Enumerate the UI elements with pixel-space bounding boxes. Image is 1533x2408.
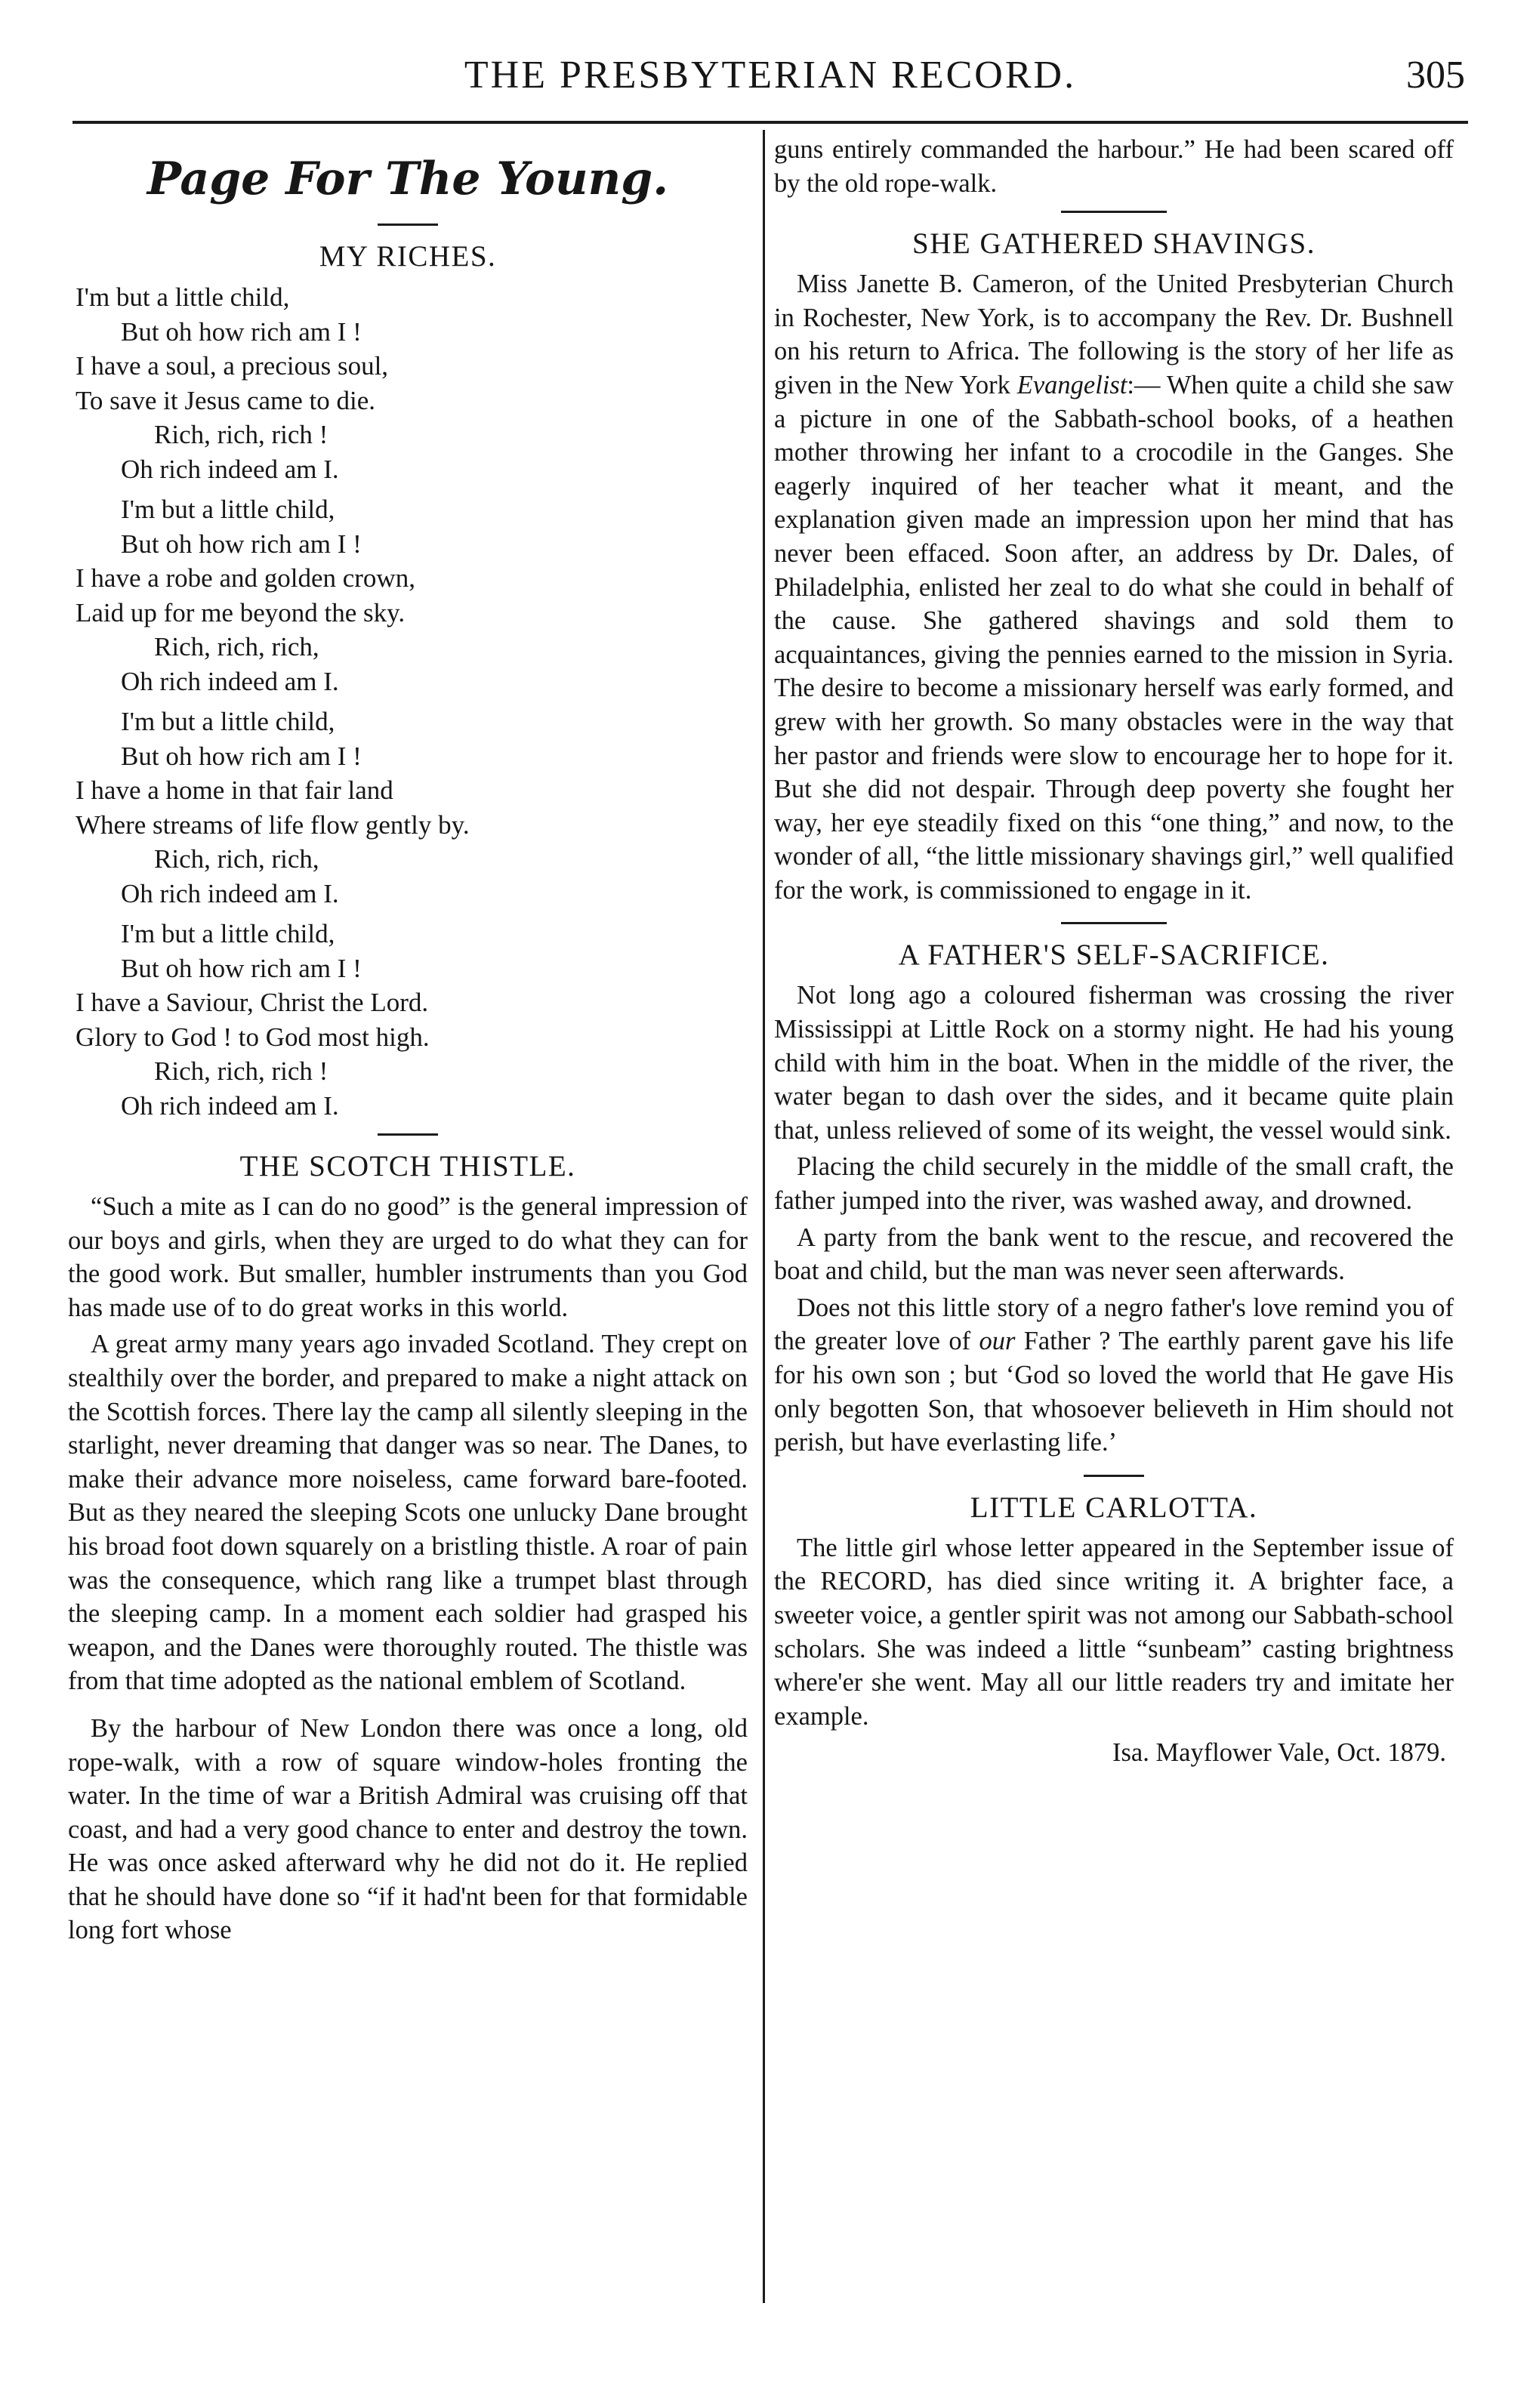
father-paragraph-2: Placing the child securely in the middle of the small craft, the father jumped into the river, was washed away, and drowned. <box>774 1152 1454 1216</box>
column-divider <box>763 130 765 2303</box>
poem-line: Laid up for me beyond the sky. <box>76 597 406 627</box>
section-rule <box>1061 211 1167 213</box>
poem-line: Oh rich indeed am I. <box>121 666 339 696</box>
signoff: Isa. Mayflower Vale, Oct. 1879. <box>1112 1738 1446 1768</box>
shavings-title: SHE GATHERED SHAVINGS. <box>912 227 1316 261</box>
shavings-text-a: Miss Janette B. Cameron, of the United Presbyterian Church in Rochester, New York, is to accompany the Rev. Dr. Bushnell on his return to Africa. The following is the story of her life as given in the New York <box>774 270 1454 399</box>
father-paragraph-1: Not long ago a coloured fisherman was crossing the river Mississippi at Little Rock on a stormy night. He had his young child with him in the boat. When in the middle of the river, the water began to dash over the sides, and it became quite plain that, unless relieved of some of its weight, the vessel would sink. <box>774 981 1454 1145</box>
carlotta-title: LITTLE CARLOTTA. <box>970 1491 1258 1524</box>
section-rule <box>1084 1475 1144 1477</box>
rope-walk-continuation: guns entirely commanded the harbour.” He had been scared off by the old rope-walk. <box>774 135 1454 198</box>
poem-line: Oh rich indeed am I. <box>121 454 339 484</box>
running-head <box>76 53 1465 113</box>
father-paragraph-4 <box>774 1291 1454 1460</box>
poem-title: MY RICHES. <box>319 240 497 273</box>
page-heading: Page For The Young. <box>147 153 669 205</box>
evangelist-italic: Evangelist <box>1016 370 1127 399</box>
poem-line: But oh how rich am I ! <box>121 316 362 347</box>
shavings-paragraph <box>774 267 1454 907</box>
left-column <box>68 133 748 1950</box>
shavings-text-b: :— When quite a child she saw a picture in one of the Sabbath-school books, of a heathen mother throwing her infant to a crocodile in the Ganges. She eagerly inquired of her teacher what it meant, and the explanation given made an impression upon her mind that has never been effaced. Soon after, an address by Dr. Dales, of Philadelphia, enlisted her zeal to do what she could in behalf of the cause. She gathered shavings and sold them to acquaintances, giving the pennies earned to the mission in Syria. The desire to become a missionary herself was early formed, and grew with her growth. So many obstacles were in the way that her pastor and friends were slow to encourage her to hope for it. But she did not despair. Through deep poverty she fought her way, her eye steadily fixed on this “one thing,” and now, to the wonder of all, “the little missionary shavings girl,” well qualified for the work, is commissioned to engage in it. <box>774 370 1454 905</box>
father-title: A FATHER'S SELF-SACRIFICE. <box>898 939 1330 972</box>
section-rule <box>378 224 438 226</box>
poem <box>76 280 748 1123</box>
page-number: 305 <box>1406 54 1465 97</box>
father-text-b: Father ? The earthly parent gave his life for his own son ; but ‘God so loved the world that He gave His only begotten Son, that whosoever believeth in Him should not perish, but have everlasting life.’ <box>774 1327 1454 1457</box>
poem-line: Oh rich indeed am I. <box>121 878 339 908</box>
section-rule <box>1061 922 1167 924</box>
poem-stanza <box>76 492 748 698</box>
poem-stanza <box>76 917 748 1123</box>
right-column <box>774 133 1454 1770</box>
poem-line: To save it Jesus came to die. <box>76 385 376 415</box>
poem-line: But oh how rich am I ! <box>121 529 362 559</box>
poem-line: I'm but a little child, <box>121 707 335 736</box>
thistle-title: THE SCOTCH THISTLE. <box>239 1150 576 1182</box>
thistle-paragraph-2: A great army many years ago invaded Scotland. They crept on stealthily over the border, and prepared to make a night attack on the Scottish forces. There lay the camp all silently sleeping in the starlight, never dreaming that danger was so near. The Danes, to make their advance more noiseless, came forward bare-footed. But as they neared the sleeping Scots one unlucky Dane brought his broad foot down squarely on a bristling thistle. A roar of pain was the consequence, which rang like a trumpet blast through the sleeping camp. In a moment each soldier had grasped his weapon, and the Danes were thoroughly routed. The thistle was from that time adopted as the national emblem of Scotland. <box>68 1330 748 1696</box>
poem-stanza <box>76 705 748 911</box>
father-text-a: Does not this little story of a negro father's love remind you of the greater love of <box>774 1293 1454 1356</box>
poem-line: I'm but a little child, <box>76 282 290 312</box>
section-rule <box>378 1133 438 1136</box>
our-italic: our <box>979 1327 1016 1356</box>
poem-stanza <box>76 280 748 486</box>
poem-line: But oh how rich am I ! <box>121 953 362 983</box>
poem-line: Rich, rich, rich ! <box>154 1056 328 1086</box>
poem-line: Glory to God ! to God most high. <box>76 1022 430 1052</box>
running-title: THE PRESBYTERIAN RECORD. <box>464 54 1077 97</box>
rope-walk-paragraph: By the harbour of New London there was once a long, old rope-walk, with a row of square window-holes fronting the water. In the time of war a British Admiral was cruising off that coast, and had a very good chance to enter and destroy the town. He was once asked afterward why he did not do it. He replied that he should have done so “if it had'nt been for that formidable long fort whose <box>68 1713 748 1945</box>
poem-line: Rich, rich, rich, <box>154 844 319 874</box>
poem-line: I have a home in that fair land <box>76 775 393 805</box>
thistle-paragraph-1: “Such a mite as I can do no good” is the general impression of our boys and girls, when they are urged to do what they can for the good work. But smaller, humbler instruments than you God has made use of to do great works in this world. <box>68 1192 748 1322</box>
father-paragraph-3: A party from the bank went to the rescue, and recovered the boat and child, but the man was never seen afterwards. <box>774 1222 1454 1286</box>
poem-line: I'm but a little child, <box>121 495 335 524</box>
carlotta-paragraph: The little girl whose letter appeared in the September issue of the RECORD, has died since writing it. A brighter face, a sweeter voice, a gentler spirit was not among our Sabbath-school scholars. She was indeed a little “sunbeam” casting brightness where'er she went. May all our little readers try and imitate her example. <box>774 1533 1454 1731</box>
poem-line: Rich, rich, rich ! <box>154 420 328 449</box>
poem-line: Where streams of life flow gently by. <box>76 809 470 840</box>
header-rule <box>72 121 1468 124</box>
poem-line: Oh rich indeed am I. <box>121 1090 339 1121</box>
poem-line: I have a Saviour, Christ the Lord. <box>76 988 429 1017</box>
poem-line: Rich, rich, rich, <box>154 632 319 661</box>
poem-line: But oh how rich am I ! <box>121 741 362 771</box>
poem-line: I have a soul, a precious soul, <box>76 351 389 381</box>
poem-line: I'm but a little child, <box>121 919 335 948</box>
poem-line: I have a robe and golden crown, <box>76 563 415 593</box>
